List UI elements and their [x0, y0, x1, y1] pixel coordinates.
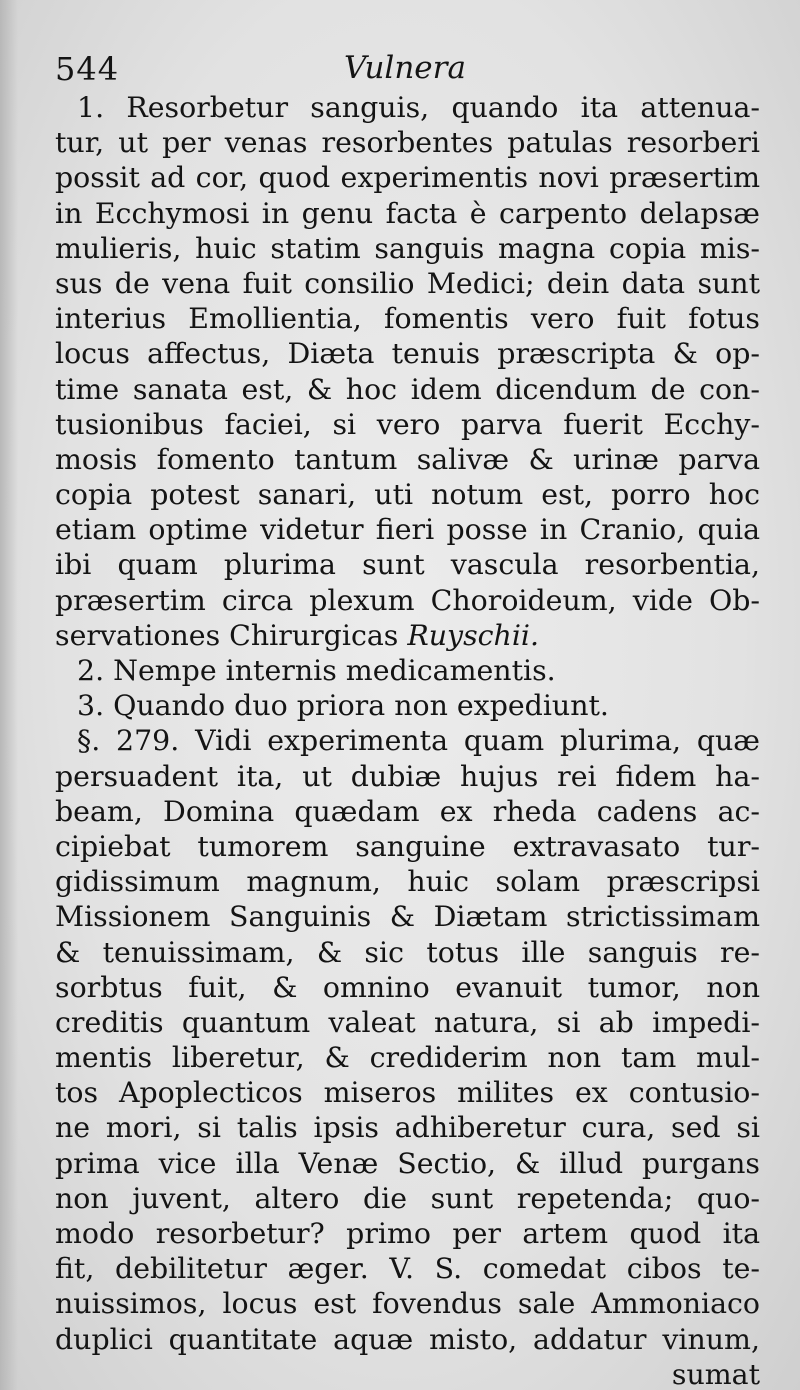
text-line: copia potest sanari, uti notum est, porro hoc — [55, 478, 760, 512]
text-line: non juvent, altero die sunt repetenda; quo- — [55, 1181, 760, 1215]
text-line: etiam optime videtur fieri posse in Cranio, quia — [55, 513, 760, 547]
text-line: persuadent ita, ut dubiæ hujus rei fidem ha- — [55, 759, 760, 793]
text-line: sorbtus fuit, & omnino evanuit tumor, non — [55, 970, 760, 1004]
numbered-item-3: 3. Quando duo priora non expediunt. — [77, 689, 609, 723]
text-line: tur, ut per venas resorbentes patulas resorberi — [55, 126, 760, 160]
section-heading-line: §. 279. Vidi experimenta quam plurima, quæ — [77, 724, 760, 758]
text-line: 1. Resorbetur sanguis, quando ita attenua- — [77, 91, 760, 124]
page-number: 544 — [55, 50, 120, 88]
text-line: modo resorbetur? primo per artem quod ita — [55, 1217, 760, 1250]
catchword: sumat — [671, 1357, 760, 1390]
numbered-item-2: 2. Nempe internis medicamentis. — [77, 654, 556, 687]
text-line: time sanata est, & hoc idem dicendum de con- — [55, 372, 760, 406]
running-head: Vulnera — [344, 50, 466, 86]
text-line: & tenuissimam, & sic totus ille sanguis re- — [55, 935, 760, 969]
text-line: possit ad cor, quod experimentis novi præsertim — [55, 161, 760, 195]
text-line: ne mori, si talis ipsis adhiberetur cura, sed si — [55, 1111, 760, 1145]
text-line: sus de vena fuit consilio Medici; dein data sunt — [55, 266, 760, 300]
text-line: mentis liberetur, & crediderim non tam mul- — [55, 1041, 760, 1075]
text-line: interius Emollientia, fomentis vero fuit fotus — [55, 302, 760, 336]
text-line: beam, Domina quædam ex rheda cadens ac- — [55, 794, 760, 828]
text-line — [55, 618, 760, 653]
text-line: gidissimum magnum, huic solam præscripsi — [55, 865, 760, 899]
page-edge-shadow — [0, 0, 18, 1390]
text-line: fit, debilitetur æger. V. S. comedat cibos te- — [55, 1252, 760, 1286]
italic-author-name: Ruyschii. — [407, 618, 540, 652]
text-line: cipiebat tumorem sanguine extravasato tur- — [55, 829, 760, 863]
text-line: Missionem Sanguinis & Diætam strictissimam — [55, 900, 760, 934]
text-line: duplici quantitate aquæ misto, addatur vinum, — [55, 1322, 760, 1356]
text-line: prima vice illa Venæ Sectio, & illud purgans — [55, 1146, 760, 1180]
text-line: in Ecchymosi in genu facta è carpento delapsæ — [55, 196, 760, 230]
text-line: mulieris, huic statim sanguis magna copia mis- — [55, 231, 760, 265]
text-line: locus affectus, Diæta tenuis præscripta & op- — [55, 337, 760, 371]
body-text — [55, 90, 760, 1390]
text-line: ibi quam plurima sunt vascula resorbentia, — [55, 548, 760, 582]
text-line: tos Apoplecticos miseros milites ex contusio- — [55, 1076, 760, 1110]
text-line: creditis quantum valeat natura, si ab impedi- — [55, 1005, 760, 1039]
text-line: mosis fomento tantum salivæ & urinæ parva — [55, 442, 760, 476]
text-line: tusionibus faciei, si vero parva fuerit Ecchy- — [55, 407, 760, 441]
line-main-text: servationes Chirurgicas — [55, 618, 399, 652]
text-line: præsertim circa plexum Choroideum, vide Ob- — [55, 583, 760, 617]
text-line: nuissimos, locus est fovendus sale Ammoniaco — [55, 1287, 760, 1321]
page-header — [55, 50, 755, 90]
